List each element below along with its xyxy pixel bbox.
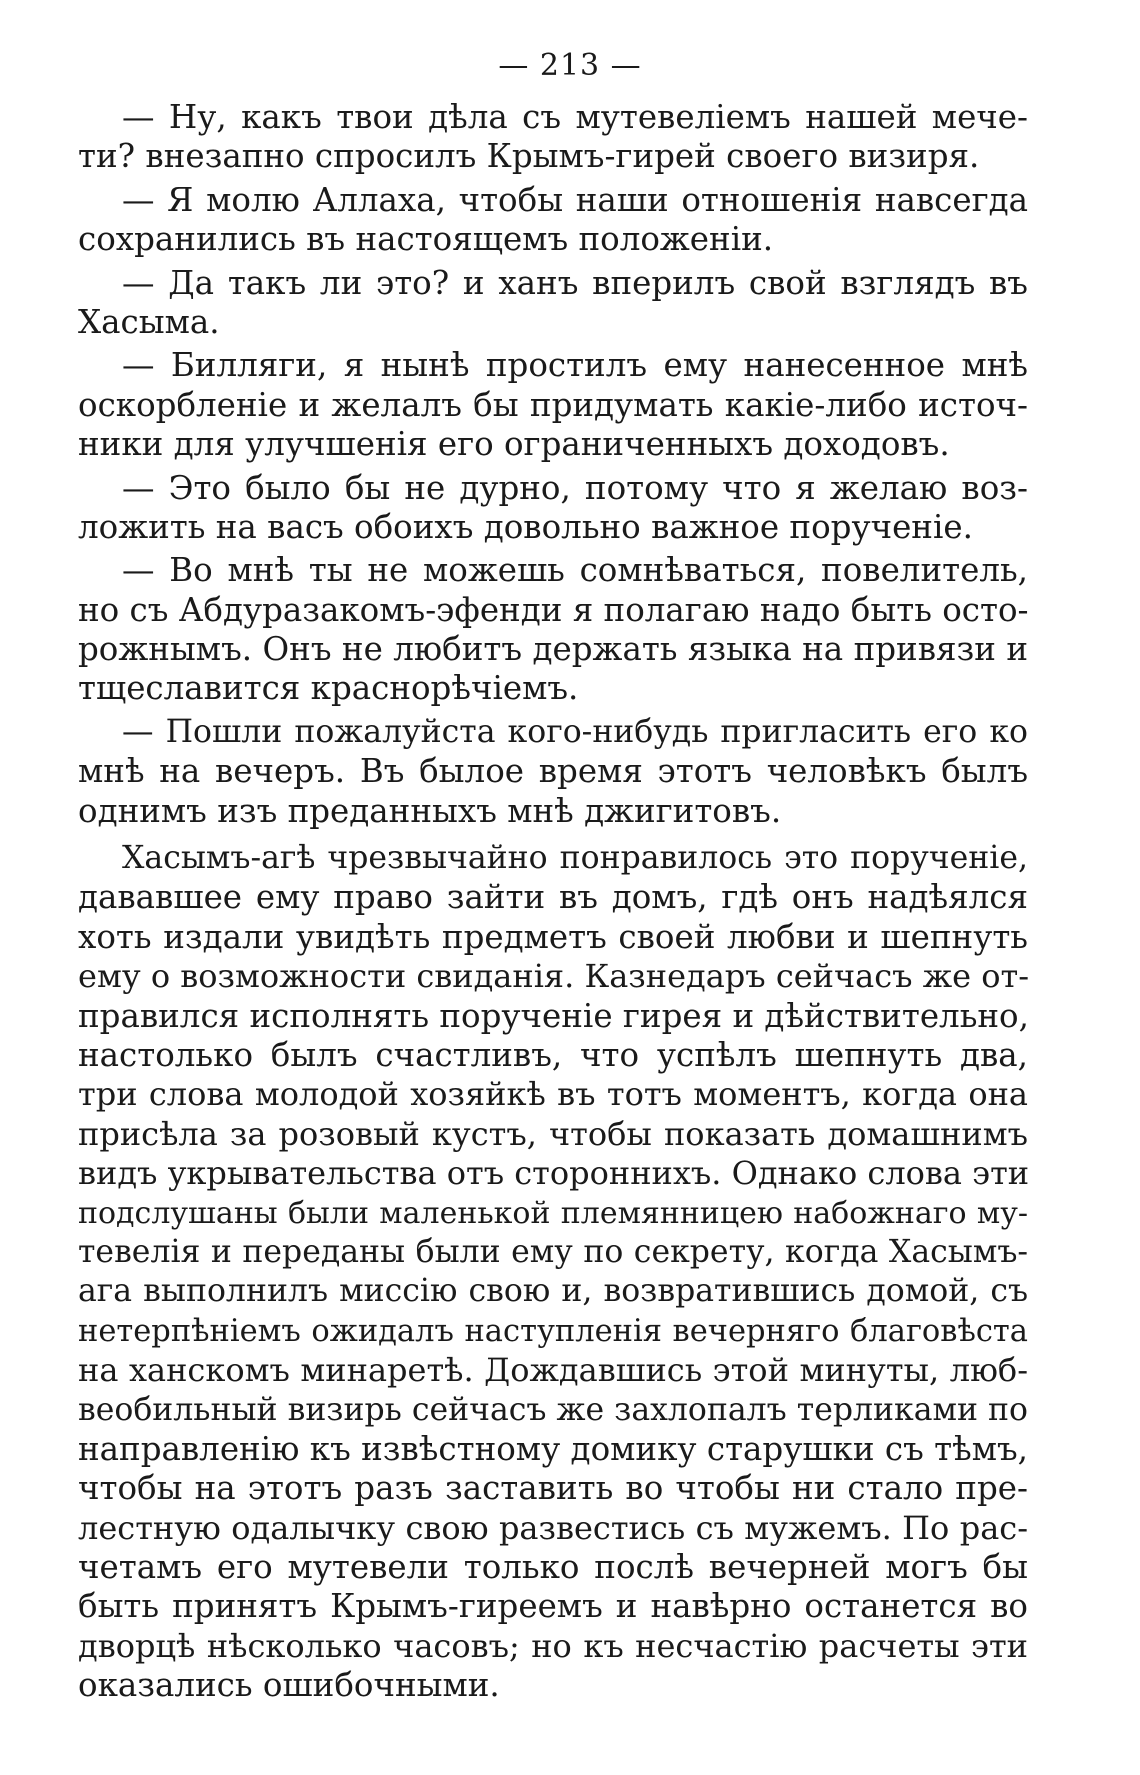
text-line: ти? внезапно спросилъ Крымъ-гирей своего визиря. [78, 137, 980, 176]
text-line: но съ Абдуразакомъ-эфенди я полагаю надо быть осто- [78, 590, 1029, 629]
text-line: сохранились въ настоящемъ положеніи. [78, 220, 774, 259]
text-line: — Ну, какъ твои дѣла съ мутевеліемъ нашей мече- [122, 98, 1028, 136]
text-line: присѣла за розовый кустъ, чтобы показать домашнимъ [78, 1114, 1028, 1153]
text-line: лестную одалычку свою развестись съ мужемъ. По рас- [78, 1508, 1028, 1547]
text-line: ложить на васъ обоихъ довольно важное порученіе. [78, 507, 973, 546]
text-line: ага выполнилъ миссію свою и, возвратившись домой, съ [78, 1273, 1028, 1310]
text-line: дворцѣ нѣсколько часовъ; но къ несчастію расчеты эти [78, 1626, 1028, 1665]
text-line: — Пошли пожалуйста кого-нибудь пригласить его ко [122, 713, 1028, 750]
text-line: — Во мнѣ ты не можешь сомнѣваться, повелитель, [122, 551, 1028, 590]
page-number: — 213 — [498, 48, 642, 83]
text-line: тщеславится краснорѣчіемъ. [78, 669, 579, 708]
paragraph-4 [78, 346, 1028, 464]
text-line: однимъ изъ преданныхъ мнѣ джигитовъ. [78, 791, 782, 830]
text-line: чтобы на этотъ разъ заставить во чтобы ни стало пре- [78, 1469, 1028, 1508]
paragraph-8 [78, 839, 1028, 1706]
text-line: рожнымъ. Онъ не любитъ держать языка на привязи и [78, 630, 1028, 669]
paragraph-6 [78, 551, 1028, 709]
text-line: — Это было бы не дурно, потому что я желаю воз- [122, 468, 1028, 507]
paragraph-3 [78, 264, 1028, 343]
text-line: правился исполнять порученіе гирея и дѣйствительно, [78, 996, 1029, 1035]
paragraph-7 [78, 713, 1028, 831]
text-line: на ханскомъ минаретѣ. Дождавшись этой минуты, люб- [78, 1351, 1028, 1390]
text-line: — Да такъ ли это? и ханъ вперилъ свой взглядъ въ [122, 263, 1028, 302]
text-line: ники для улучшенія его ограниченныхъ доходовъ. [78, 425, 950, 464]
text-line: четамъ его мутевели только послѣ вечерней могъ бы [78, 1548, 1028, 1587]
text-line: направленію къ извѣстному домику старушки съ тѣмъ, [78, 1429, 1028, 1468]
text-line: оскорбленіе и желалъ бы придумать какіе-либо источ- [78, 385, 1028, 424]
text-line: Хасыма. [78, 302, 220, 341]
text-line: Хасымъ-агѣ чрезвычайно понравилось это порученіе, [122, 840, 1028, 877]
text-line: хоть издали увидѣть предметъ своей любви и шепнуть [78, 917, 1028, 956]
text-line: — Я молю Аллаха, чтобы наши отношенія навсегда [122, 180, 1028, 219]
text-line: мнѣ на вечеръ. Въ былое время этотъ человѣкъ былъ [78, 752, 1028, 791]
text-line: быть принятъ Крымъ-гиреемъ и навѣрно останется во [78, 1587, 1028, 1626]
text-line: — Билляги, я нынѣ простилъ ему нанесенное мнѣ [122, 346, 1028, 385]
text-line: настолько былъ счастливъ, что успѣлъ шепнуть два, [78, 1035, 1028, 1074]
text-line: видъ укрывательства отъ стороннихъ. Однако слова эти [78, 1154, 1030, 1193]
text-line: дававшее ему право зайти въ домъ, гдѣ онъ надѣялся [78, 878, 1028, 917]
text-line: три слова молодой хозяйкѣ въ тотъ моментъ, когда она [78, 1075, 1028, 1114]
text-line: тевелія и переданы были ему по секрету, когда Хасымъ- [78, 1233, 1028, 1270]
text-line: оказались ошибочными. [78, 1666, 500, 1705]
text-line: ему о возможности свиданія. Казнедаръ сейчасъ же от- [78, 957, 1030, 996]
paragraph-1 [78, 98, 1028, 177]
text-line: нетерпѣніемъ ожидалъ наступленія вечерняго благовѣста [78, 1313, 1028, 1349]
body-text [78, 98, 1028, 1706]
text-line: подслушаны были маленькой племянницею набожнаго му- [78, 1195, 1028, 1231]
text-line: веобильный визирь сейчасъ же захлопалъ терликами по [78, 1391, 1028, 1428]
paragraph-2 [78, 181, 1028, 260]
paragraph-5 [78, 469, 1028, 548]
